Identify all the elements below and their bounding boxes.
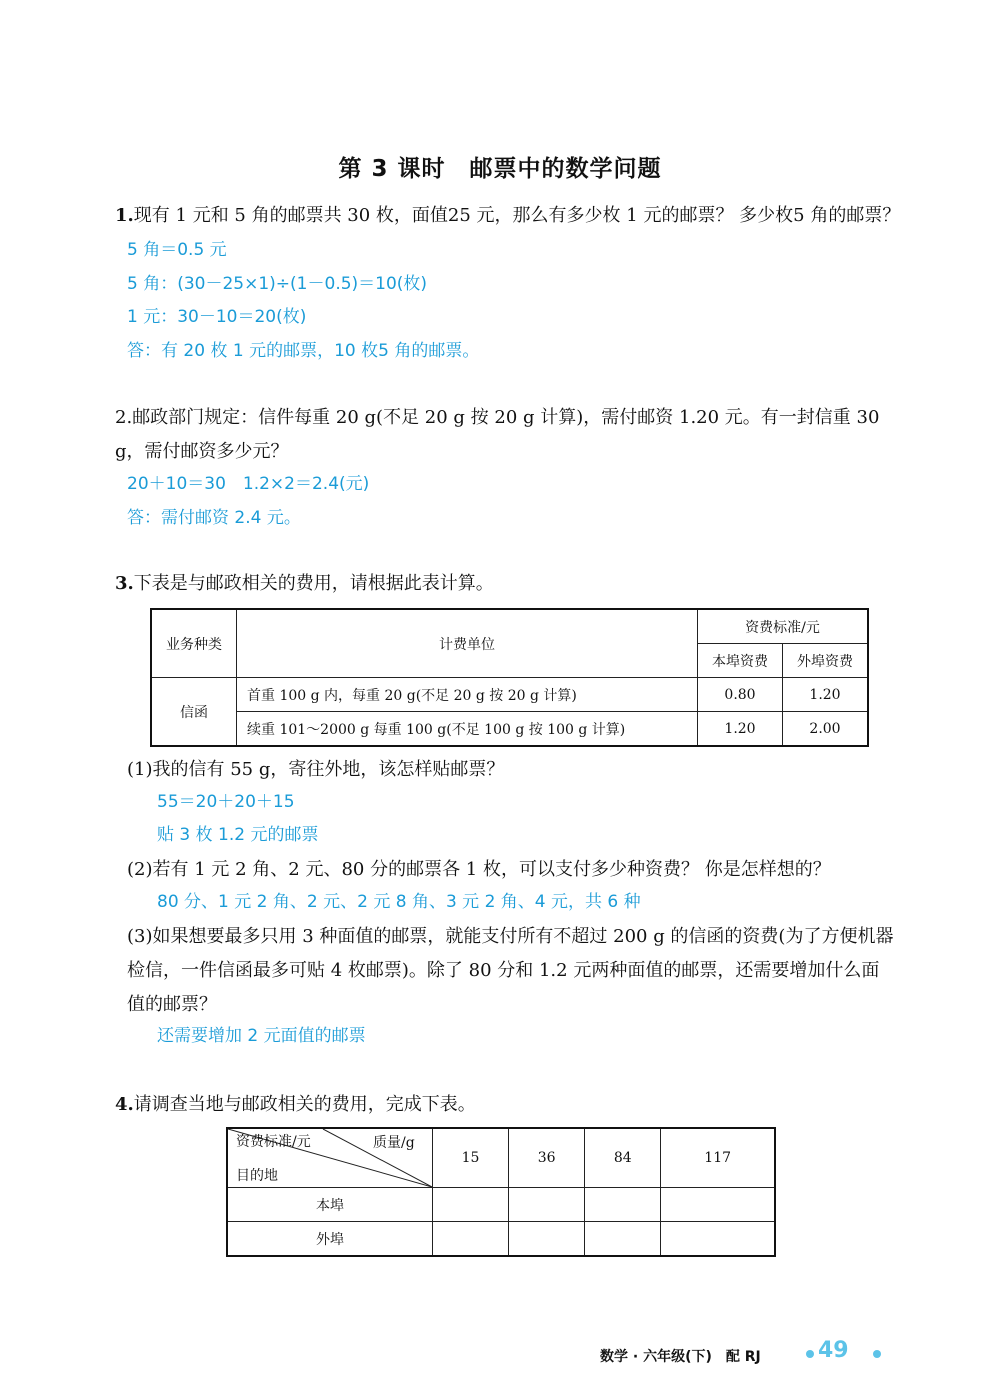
footer-subject: 数学 · 六年级(下) 配 RJ (600, 1349, 761, 1365)
header-standard-label: 资费标准/元 (236, 1134, 311, 1150)
row-2-remote: 2.00 (783, 712, 869, 747)
row-remote: 外埠 (227, 1222, 433, 1257)
blank-cell (661, 1188, 775, 1222)
row-local: 本埠 (227, 1188, 433, 1222)
survey-table (226, 1127, 776, 1257)
blank-cell (509, 1188, 585, 1222)
postal-fee-table (150, 608, 869, 747)
header-fee-standard: 资费标准/元 (698, 609, 869, 644)
header-local-fee: 本埠资费 (698, 644, 783, 678)
question-4 (115, 1088, 476, 1122)
blank-cell (433, 1222, 509, 1257)
row-1-unit: 首重 100 g 内，每重 20 g(不足 20 g 按 20 g 计算) (237, 678, 698, 712)
blank-cell (433, 1188, 509, 1222)
diagonal-header-cell (227, 1128, 433, 1188)
question-2-text: 邮政部门规定：信件每重 20 g(不足 20 g 按 20 g 计算)，需付邮资 1.20 元。有一封信重 30 g，需付邮资多少元？ (115, 407, 880, 462)
q3-sub2-answer-1: 80 分、1 元 2 角、2 元、2 元 8 角、3 元 2 角、4 元，共 6 种 (157, 892, 641, 912)
question-4-number: 4. (115, 1094, 134, 1115)
header-remote-fee: 外埠资费 (783, 644, 869, 678)
question-1 (115, 199, 900, 233)
footer-dot-left (806, 1350, 814, 1358)
q1-answer-line-3: 1 元：30－10＝20(枚) (127, 307, 307, 327)
row-1-remote: 1.20 (783, 678, 869, 712)
question-4-text: 请调查当地与邮政相关的费用，完成下表。 (133, 1094, 476, 1115)
q2-answer-line-2: 答：需付邮资 2.4 元。 (127, 508, 301, 528)
question-3-text: 下表是与邮政相关的费用，请根据此表计算。 (133, 573, 494, 594)
blank-cell (661, 1222, 775, 1257)
header-business-type: 业务种类 (151, 609, 237, 678)
question-3-number: 3. (115, 573, 134, 594)
q1-answer-line-4: 答：有 20 枚 1 元的邮票，10 枚5 角的邮票。 (127, 341, 480, 361)
row-1-local: 0.80 (698, 678, 783, 712)
q2-answer-line-1: 20＋10＝30 1.2×2＝2.4(元) (127, 474, 370, 494)
blank-cell (585, 1188, 661, 1222)
category-letter: 信函 (151, 678, 237, 747)
q1-answer-line-1: 5 角＝0.5 元 (127, 240, 227, 260)
footer-dot-right (873, 1350, 881, 1358)
question-2-number: 2. (115, 407, 133, 428)
q3-sub2-text: (2)若有 1 元 2 角、2 元、80 分的邮票各 1 枚，可以支付多少种资费？ 你是怎样想的？ (127, 859, 831, 880)
mass-36: 36 (509, 1128, 585, 1188)
question-1-text: 现有 1 元和 5 角的邮票共 30 枚，面值25 元，那么有多少枚 1 元的邮票？ 多少枚5 角的邮票？ (133, 205, 901, 226)
q3-sub1-answer-1: 55＝20＋20＋15 (157, 792, 295, 812)
question-3 (115, 567, 494, 601)
mass-84: 84 (585, 1128, 661, 1188)
blank-cell (585, 1222, 661, 1257)
header-destination-label: 目的地 (236, 1168, 278, 1184)
question-2 (115, 401, 895, 469)
header-billing-unit: 计费单位 (237, 609, 698, 678)
page-number: 49 (818, 1338, 849, 1363)
page-title: 第 3 课时 邮票中的数学问题 (338, 156, 662, 182)
row-2-local: 1.20 (698, 712, 783, 747)
question-1-number: 1. (115, 205, 134, 226)
row-2-unit: 续重 101～2000 g 每重 100 g(不足 100 g 按 100 g 计算) (237, 712, 698, 747)
q1-answer-line-2: 5 角：(30－25×1)÷(1－0.5)＝10(枚) (127, 274, 428, 294)
q3-sub3-answer-1: 还需要增加 2 元面值的邮票 (157, 1026, 366, 1046)
q3-sub1-text: (1)我的信有 55 g，寄往外地，该怎样贴邮票？ (127, 759, 505, 780)
mass-15: 15 (433, 1128, 509, 1188)
mass-117: 117 (661, 1128, 775, 1188)
q3-sub1-answer-2: 贴 3 枚 1.2 元的邮票 (157, 825, 319, 845)
blank-cell (509, 1222, 585, 1257)
header-mass-label: 质量/g (373, 1135, 415, 1151)
q3-sub3-text: (3)如果想要最多只用 3 种面值的邮票，就能支付所有不超过 200 g 的信函的资费(为了方便机器检信，一件信函最多可贴 4 枚邮票)。除了 80 分和 1.2 元两种面值的邮票，还需要增加什么面值的邮票？ (127, 926, 894, 1015)
